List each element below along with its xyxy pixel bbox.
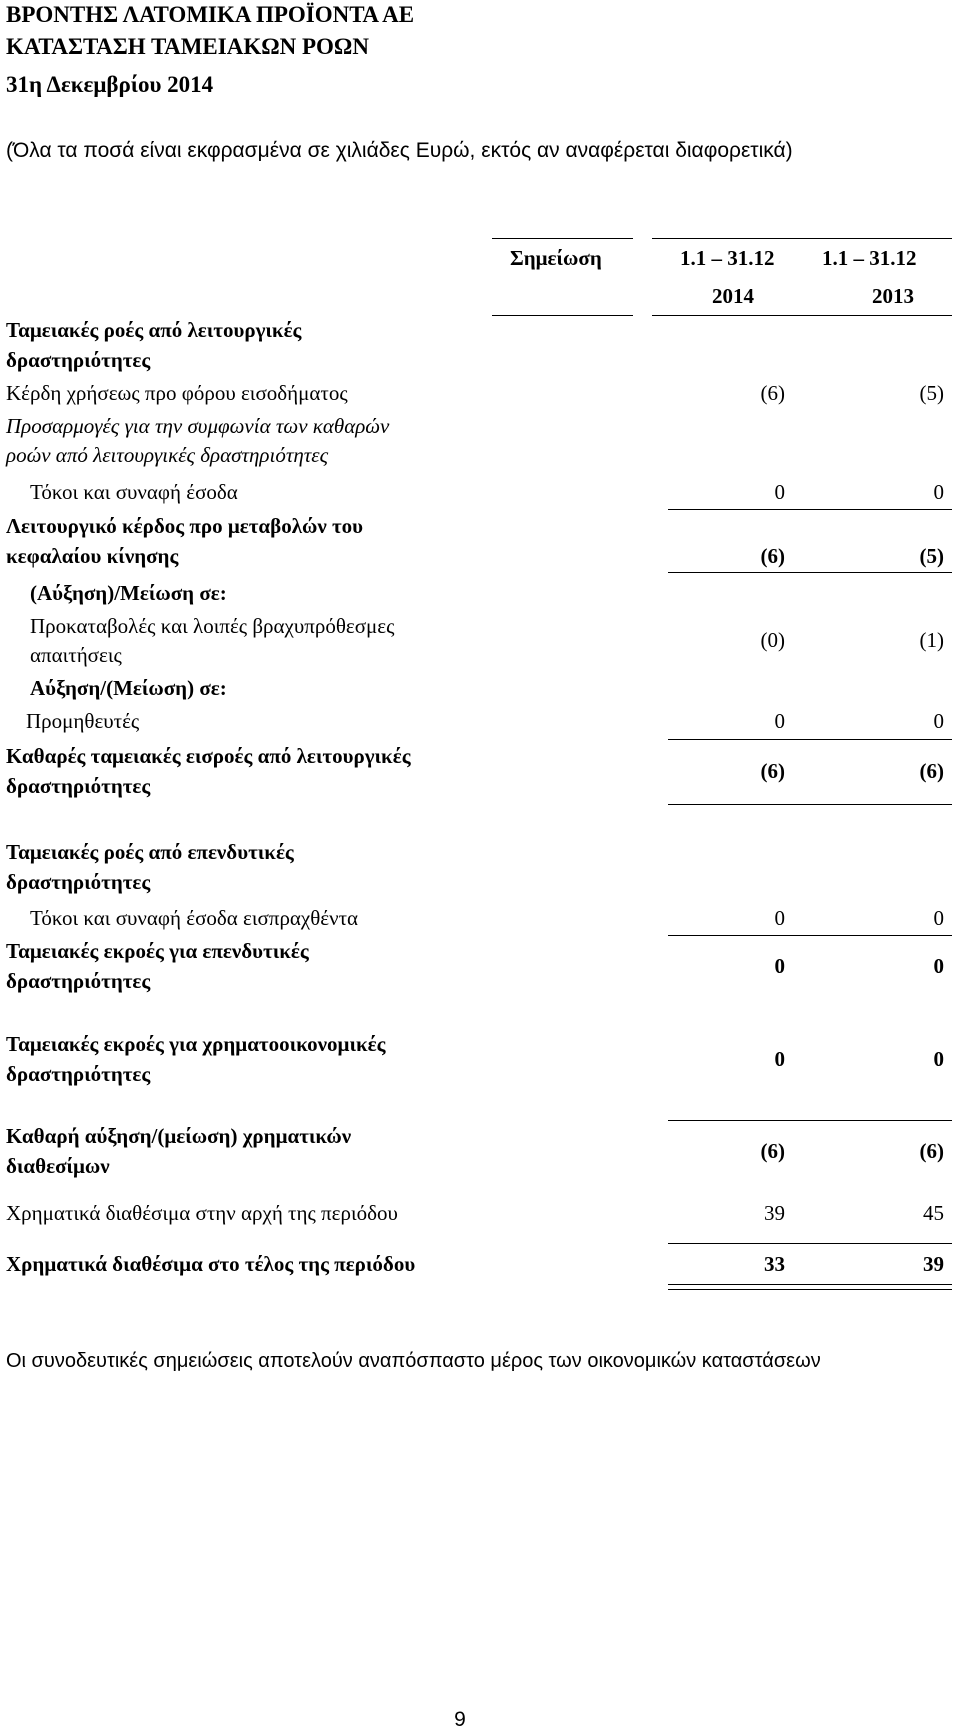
value-2013: 45 bbox=[923, 1201, 944, 1225]
subtotal-rule bbox=[668, 572, 952, 573]
row-adjustments: Προσαρμογές για την συμφωνία των καθαρών bbox=[6, 414, 390, 438]
page-number: 9 bbox=[454, 1708, 466, 1731]
row-net-change-cash: Καθαρή αύξηση/(μείωση) χρηματικών bbox=[6, 1124, 352, 1148]
row-operating-profit: Λειτουργικό κέρδος προ μεταβολών του bbox=[6, 514, 364, 538]
section-investing-title: Ταμειακές ροές από επενδυτικές bbox=[6, 840, 294, 864]
row-profit-before-tax: Κέρδη χρήσεως προ φόρου εισοδήματος bbox=[6, 381, 348, 405]
value-2013: 39 bbox=[923, 1252, 944, 1276]
row-operating-profit-line2: κεφαλαίου κίνησης bbox=[6, 544, 179, 568]
row-prepayments-line2: απαιτήσεις bbox=[30, 643, 122, 667]
value-2014: 0 bbox=[774, 480, 785, 504]
row-investing-outflows: Ταμειακές εκροές για επενδυτικές bbox=[6, 939, 309, 963]
year-2013-header: 2013 bbox=[872, 284, 914, 308]
footer-note: Οι συνοδευτικές σημειώσεις αποτελούν αναπόσπαστο μέρος των οικονομικών καταστάσεων bbox=[6, 1350, 821, 1372]
value-2014: 33 bbox=[764, 1252, 785, 1276]
row-net-operating-cash-line2: δραστηριότητες bbox=[6, 774, 151, 798]
row-net-change-cash-line2: διαθεσίμων bbox=[6, 1154, 110, 1178]
statement-title: ΚΑΤΑΣΤΑΣΗ ΤΑΜΕΙΑΚΩΝ ΡΟΩΝ bbox=[6, 34, 369, 59]
subtotal-rule bbox=[668, 1243, 952, 1244]
period-2014-header: 1.1 – 31.12 bbox=[680, 246, 775, 270]
value-2014: (6) bbox=[760, 1139, 785, 1163]
value-2014: (6) bbox=[760, 381, 785, 405]
total-rule bbox=[668, 804, 952, 805]
header-rule-periods-bottom bbox=[652, 315, 952, 316]
section-operating-title: Ταμειακές ροές από λειτουργικές bbox=[6, 318, 302, 342]
section-operating-title-line2: δραστηριότητες bbox=[6, 348, 151, 372]
row-suppliers: Προμηθευτές bbox=[26, 709, 140, 733]
row-interest-received: Τόκοι και συναφή έσοδα εισπραχθέντα bbox=[30, 906, 359, 930]
grand-total-double-rule bbox=[668, 1284, 952, 1290]
row-interest-income: Τόκοι και συναφή έσοδα bbox=[30, 480, 238, 504]
row-cash-end: Χρηματικά διαθέσιμα στο τέλος της περιόδου bbox=[6, 1252, 416, 1276]
note-column-header: Σημείωση bbox=[510, 246, 602, 270]
row-financing-outflows-line2: δραστηριότητες bbox=[6, 1062, 151, 1086]
value-2013: (5) bbox=[919, 544, 944, 568]
row-increase-decrease-header-2: Αύξηση/(Μείωση) σε: bbox=[30, 676, 227, 700]
row-financing-outflows: Ταμειακές εκροές για χρηματοοικονομικές bbox=[6, 1032, 386, 1056]
value-2013: 0 bbox=[933, 709, 944, 733]
value-2014: (0) bbox=[760, 628, 785, 652]
value-2013: 0 bbox=[933, 954, 944, 978]
value-2013: (1) bbox=[919, 628, 944, 652]
company-name: ΒΡΟΝΤΗΣ ΛΑΤΟΜΙΚΑ ΠΡΟΪΟΝΤΑ ΑΕ bbox=[6, 2, 415, 27]
value-2014: (6) bbox=[760, 759, 785, 783]
header-rule-note bbox=[492, 238, 633, 239]
value-2013: 0 bbox=[933, 480, 944, 504]
value-2014: (6) bbox=[760, 544, 785, 568]
row-cash-beginning: Χρηματικά διαθέσιμα στην αρχή της περιόδου bbox=[6, 1201, 398, 1225]
value-2013: (6) bbox=[919, 759, 944, 783]
header-rule-note-bottom bbox=[492, 315, 633, 316]
subtotal-rule bbox=[668, 1120, 952, 1121]
value-2014: 0 bbox=[774, 954, 785, 978]
value-2014: 0 bbox=[774, 1047, 785, 1071]
value-2014: 0 bbox=[774, 906, 785, 930]
row-investing-outflows-line2: δραστηριότητες bbox=[6, 969, 151, 993]
section-investing-title-line2: δραστηριότητες bbox=[6, 870, 151, 894]
statement-date: 31η Δεκεμβρίου 2014 bbox=[6, 72, 214, 97]
value-2014: 0 bbox=[774, 709, 785, 733]
currency-note: (Όλα τα ποσά είναι εκφρασμένα σε χιλιάδες Ευρώ, εκτός αν αναφέρεται διαφορετικά) bbox=[6, 139, 793, 162]
row-prepayments: Προκαταβολές και λοιπές βραχυπρόθεσμες bbox=[30, 614, 395, 638]
header-rule-periods bbox=[652, 238, 952, 239]
row-adjustments-line2: ροών από λειτουργικές δραστηριότητες bbox=[6, 443, 329, 467]
subtotal-rule bbox=[668, 509, 952, 510]
value-2013: (6) bbox=[919, 1139, 944, 1163]
subtotal-rule bbox=[668, 739, 952, 740]
value-2013: (5) bbox=[919, 381, 944, 405]
period-2013-header: 1.1 – 31.12 bbox=[822, 246, 917, 270]
row-increase-decrease-header: (Αύξηση)/Μείωση σε: bbox=[30, 581, 227, 605]
value-2014: 39 bbox=[764, 1201, 785, 1225]
year-2014-header: 2014 bbox=[712, 284, 754, 308]
row-net-operating-cash: Καθαρές ταμειακές εισροές από λειτουργικές bbox=[6, 744, 411, 768]
value-2013: 0 bbox=[933, 1047, 944, 1071]
value-2013: 0 bbox=[933, 906, 944, 930]
subtotal-rule bbox=[668, 935, 952, 936]
